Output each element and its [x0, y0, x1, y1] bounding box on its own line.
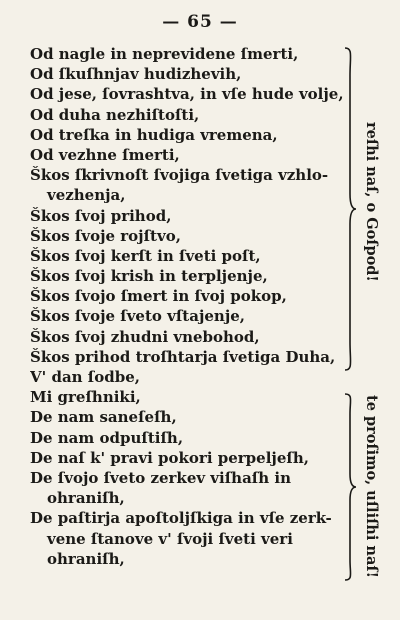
text-line: Od treſka in hudiga vremena,	[30, 125, 278, 144]
response-label-hear-us: te proſimo, uſliſhi naſ!	[363, 395, 380, 578]
text-line: De naſ k' pravi pokori perpeljeſh,	[30, 448, 309, 467]
text-line: De ſvojo ſveto zerkev viſhaſh in	[30, 468, 291, 487]
text-line: Škos ſvoj prihod,	[30, 206, 172, 225]
text-line: Škos ſvoje rojſtvo,	[30, 226, 181, 245]
text-line: De nam odpuſtiſh,	[30, 428, 184, 447]
curly-brace-1	[343, 46, 357, 372]
curly-brace-2	[343, 392, 357, 582]
text-line: Od jese, ſovrashtva, in vſe hude volje,	[30, 85, 344, 104]
text-line: De nam saneſeſh,	[30, 408, 177, 427]
text-line: Škos ſvojo ſmert in ſvoj pokop,	[30, 287, 287, 306]
text-line: Mi greſhniki,	[30, 388, 141, 407]
text-line: De paſtirja apoſtoljſkiga in vſe zerk-	[30, 509, 332, 528]
text-line: Od nagle in neprevidene ſmerti,	[30, 45, 299, 63]
text-line: ohraniſh,	[47, 549, 125, 568]
text-line: Od vezhne ſmerti,	[30, 145, 180, 164]
text-line: ohraniſh,	[47, 489, 125, 508]
text-line: Škos ſvoje ſveto vſtajenje,	[30, 307, 246, 326]
text-line: Škos prihod troſhtarja ſvetiga Duha,	[30, 347, 336, 366]
text-line: vezhenja,	[47, 186, 126, 205]
litany-text	[30, 44, 350, 569]
page-number: — 65 —	[162, 12, 238, 32]
text-line: Škos ſvoj krish in terpljenje,	[30, 267, 268, 286]
text-line: Škos ſvoj kerſt in ſveti poſt,	[30, 246, 261, 265]
text-line: Od ſkuſhnjav hudizhevih,	[30, 65, 242, 84]
text-line: vene ſtanove v' ſvoji ſveti veri	[47, 529, 293, 548]
text-line: Od duha nezhiſtoſti,	[30, 105, 200, 124]
text-line: Škos ſkrivnoſt ſvojiga ſvetiga vzhlo-	[30, 166, 329, 185]
response-label-deliver-us: reſhi naſ, o Goſpod!	[363, 122, 380, 282]
text-line: Škos ſvoj zhudni vnebohod,	[30, 327, 260, 346]
text-line: V' dan ſodbe,	[30, 368, 140, 386]
